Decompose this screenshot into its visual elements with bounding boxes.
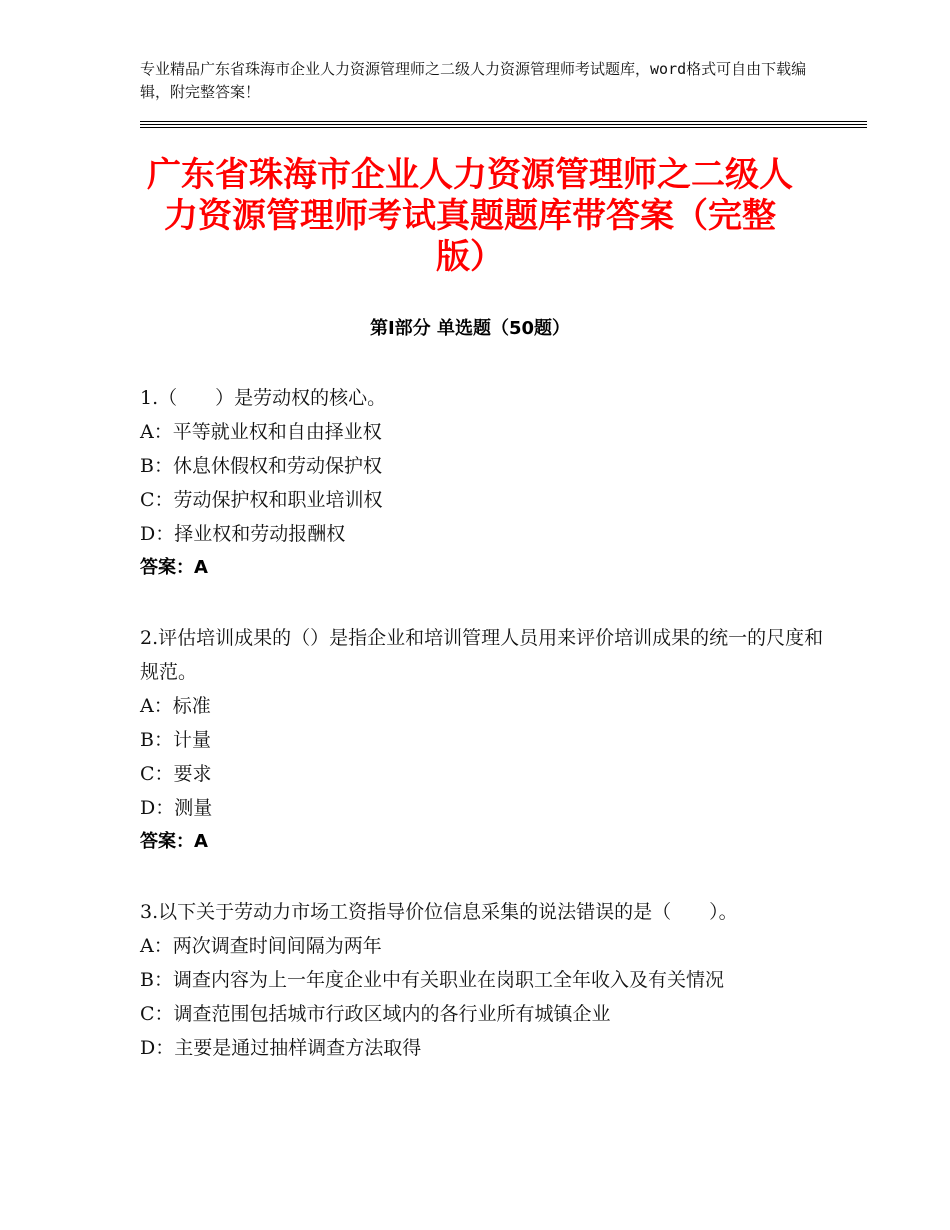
question-stem: 3.以下关于劳动力市场工资指导价位信息采集的说法错误的是（ ）。 [140,901,738,923]
header-rule-top [140,121,867,122]
question-3 [140,895,840,1065]
option-b: B：调查内容为上一年度企业中有关职业在岗职工全年收入及有关情况 [140,969,724,991]
option-a: A：平等就业权和自由择业权 [140,421,382,443]
question-stem: 1.（ ）是劳动权的核心。 [140,387,387,409]
document-title: 广东省珠海市企业人力资源管理师之二级人力资源管理师考试真题题库带答案（完整版） [147,155,793,277]
option-d: D：择业权和劳动报酬权 [140,523,346,545]
option-d: D：主要是通过抽样调查方法取得 [140,1037,422,1059]
question-stem: 2.评估培训成果的（）是指企业和培训管理人员用来评价培训成果的统一的尺度和规范。 [140,627,824,683]
answer: 答案：A [140,557,208,578]
option-a: A：标准 [140,695,211,717]
option-b: B：休息休假权和劳动保护权 [140,455,382,477]
option-c: C：调查范围包括城市行政区域内的各行业所有城镇企业 [140,1003,611,1025]
question-2 [140,621,840,859]
answer: 答案：A [140,831,208,852]
option-b: B：计量 [140,729,211,751]
section-title: 第Ⅰ部分 单选题（50题） [369,318,570,339]
option-d: D：测量 [140,797,213,819]
header-note: 专业精品广东省珠海市企业人力资源管理师之二级人力资源管理师考试题库，word格式可自由下载编辑，附完整答案！ [140,60,807,101]
option-a: A：两次调查时间间隔为两年 [140,935,382,957]
option-c: C：要求 [140,763,212,785]
question-1 [140,381,840,585]
header-rule-middle [140,124,867,125]
header-rule-bottom [140,127,867,128]
question-list [140,381,840,1101]
option-c: C：劳动保护权和职业培训权 [140,489,383,511]
